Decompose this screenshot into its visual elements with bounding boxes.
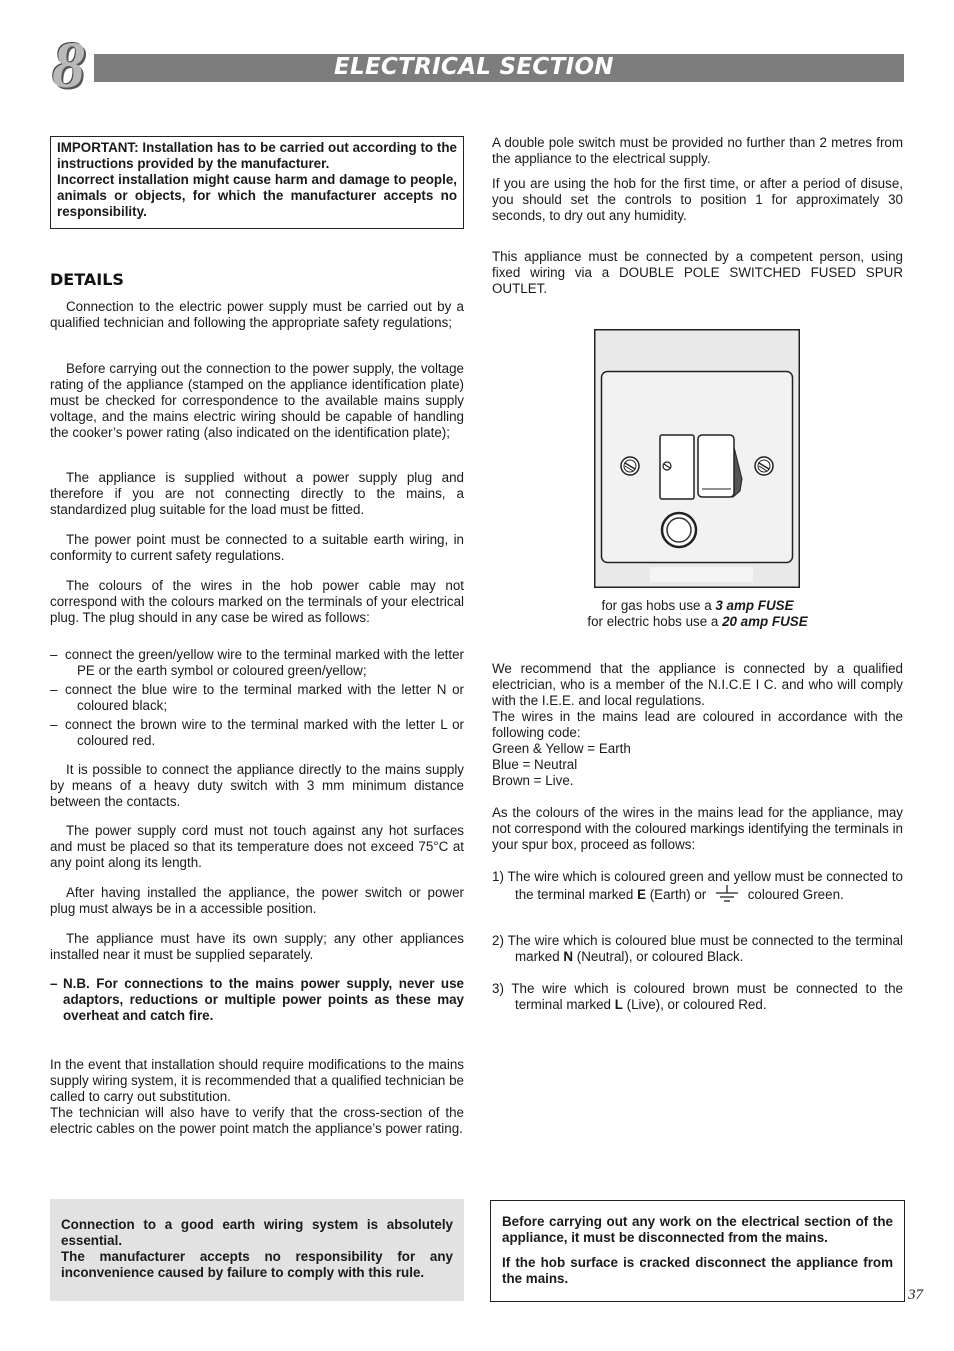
paragraph-double-pole: A double pole switch must be provided no further than 2 metres from the appliance to the electrical supply. xyxy=(492,135,903,167)
indicator-lamp xyxy=(662,513,696,547)
earth-text-1: Connection to a good earth wiring system is absolutely essential. xyxy=(61,1217,453,1249)
paragraph-heavy-duty-switch: It is possible to connect the appliance directly to the mains supply by means of a heavy duty switch with 3 mm minimum distance between the contacts. xyxy=(50,762,464,810)
paragraph-own-supply: The appliance must have its own supply; any other appliances installed near it must be supplied separately. xyxy=(50,931,464,963)
details-heading: DETAILS xyxy=(50,270,124,289)
fuse-caption-gas: for gas hobs use a 3 amp FUSE xyxy=(601,598,794,613)
paragraph-voltage: Before carrying out the connection to the power supply, the voltage rating of the appliance (stamped on the appliance identification plate) must be checked for correspondence to the available mains supply voltage, and the mains electric wiring should be capable of handling the cooker’s power rating (also indicated on the identification plate); xyxy=(50,361,464,441)
paragraph-earth: The power point must be connected to a suitable earth wiring, in conformity to current safety regulations. xyxy=(50,532,464,564)
fuse-caption xyxy=(492,598,903,630)
list-item: 1) The wire which is coloured green and yellow must be connected to the terminal marked E (Earth) or coloured Green. xyxy=(492,869,903,905)
code-line-live: Brown = Live. xyxy=(492,773,574,788)
important-text-1: IMPORTANT: Installation has to be carried out according to the instructions provided by the manufacturer. xyxy=(57,140,457,172)
paragraph-first-use: If you are using the hob for the first time, or after a period of disuse, you should set the controls to position 1 for approximately 30 seconds, to dry out any humidity. xyxy=(492,176,903,224)
earth-box xyxy=(50,1199,464,1301)
paragraph-plug: The appliance is supplied without a power supply plug and therefore if you are not connecting directly to the mains, a standardized plug suitable for the load must be fitted. xyxy=(50,470,464,518)
warning-box xyxy=(490,1200,905,1302)
screw-icon-right xyxy=(755,457,773,475)
fused-spur-figure xyxy=(594,329,800,588)
fuse-caption-electric: for electric hobs use a 20 amp FUSE xyxy=(587,614,808,630)
list-item: – connect the brown wire to the terminal marked with the letter L or coloured red. xyxy=(50,717,464,749)
code-line-earth: Green & Yellow = Earth xyxy=(492,741,631,756)
important-text-2: Incorrect installation might cause harm and damage to people, animals or objects, for which the manufacturer accepts no responsibility. xyxy=(57,172,457,220)
paragraph-accessible: After having installed the appliance, the power switch or power plug must always be in a accessible position. xyxy=(50,885,464,917)
paragraph-colours-mains: As the colours of the wires in the mains lead for the appliance, may not correspond with the coloured markings identifying the terminals in your spur box, proceed as follows: xyxy=(492,805,903,853)
paragraph-power-cord: The power supply cord must not touch against any hot surfaces and must be placed so that its temperature does not exceed 75°C at any point along its length. xyxy=(50,823,464,871)
paragraph-code-intro: The wires in the mains lead are coloured in accordance with the following code: xyxy=(492,709,903,741)
screw-icon-left xyxy=(621,457,639,475)
paragraph-connection: Connection to the electric power supply must be carried out by a qualified technician and following the appropriate safety regulations; xyxy=(50,299,464,331)
nb-note: – N.B. For connections to the mains power supply, never use adaptors, reductions or multiple power points as these may overheat and catch fire. xyxy=(50,976,464,1024)
list-item: 2) The wire which is coloured blue must be connected to the terminal marked N (Neutral), or coloured Black. xyxy=(492,933,903,965)
earth-text-2: The manufacturer accepts no responsibility for any inconvenience caused by failure to comply with this rule. xyxy=(61,1249,453,1281)
warning-text-2: If the hob surface is cracked disconnect the appliance from the mains. xyxy=(502,1255,893,1287)
paragraph-colours: The colours of the wires in the hob power cable may not correspond with the colours marked on the terminals of your electrical plug. The plug should in any case be wired as follows: xyxy=(50,578,464,626)
paragraph-technician: The technician will also have to verify that the cross-section of the electric cables on the power point match the appliance’s power rating. xyxy=(50,1105,464,1137)
page-number: 37 xyxy=(908,1287,923,1303)
paragraph-recommend: We recommend that the appliance is connected by a qualified electrician, who is a member of the N.I.C.E I C. and who will comply with the I.E.E. and local regulations. xyxy=(492,661,903,709)
important-box xyxy=(50,136,464,229)
code-line-neutral: Blue = Neutral xyxy=(492,757,578,772)
fuse-holder xyxy=(660,435,694,499)
list-item: – connect the green/yellow wire to the terminal marked with the letter PE or the earth symbol or coloured green/yellow; xyxy=(50,647,464,679)
list-item: 3) The wire which is coloured brown must be connected to the terminal marked L (Live), or coloured Red. xyxy=(492,981,903,1013)
list-item: – connect the blue wire to the terminal marked with the letter N or coloured black; xyxy=(50,682,464,714)
fused-spur-illustration xyxy=(594,329,800,588)
warning-text-1: Before carrying out any work on the electrical section of the appliance, it must be disconnected from the mains. xyxy=(502,1214,893,1246)
page-title: ELECTRICAL SECTION xyxy=(334,54,614,80)
paragraph-competent-person: This appliance must be connected by a competent person, using fixed wiring via a DOUBLE POLE SWITCHED FUSED SPUR OUTLET. xyxy=(492,249,903,297)
paragraph-modification: In the event that installation should require modifications to the mains supply wiring system, it is recommended that a qualified technician be called to carry out substitution. xyxy=(50,1057,464,1105)
chapter-number: 8 xyxy=(52,29,85,102)
earth-symbol-icon xyxy=(714,885,740,905)
